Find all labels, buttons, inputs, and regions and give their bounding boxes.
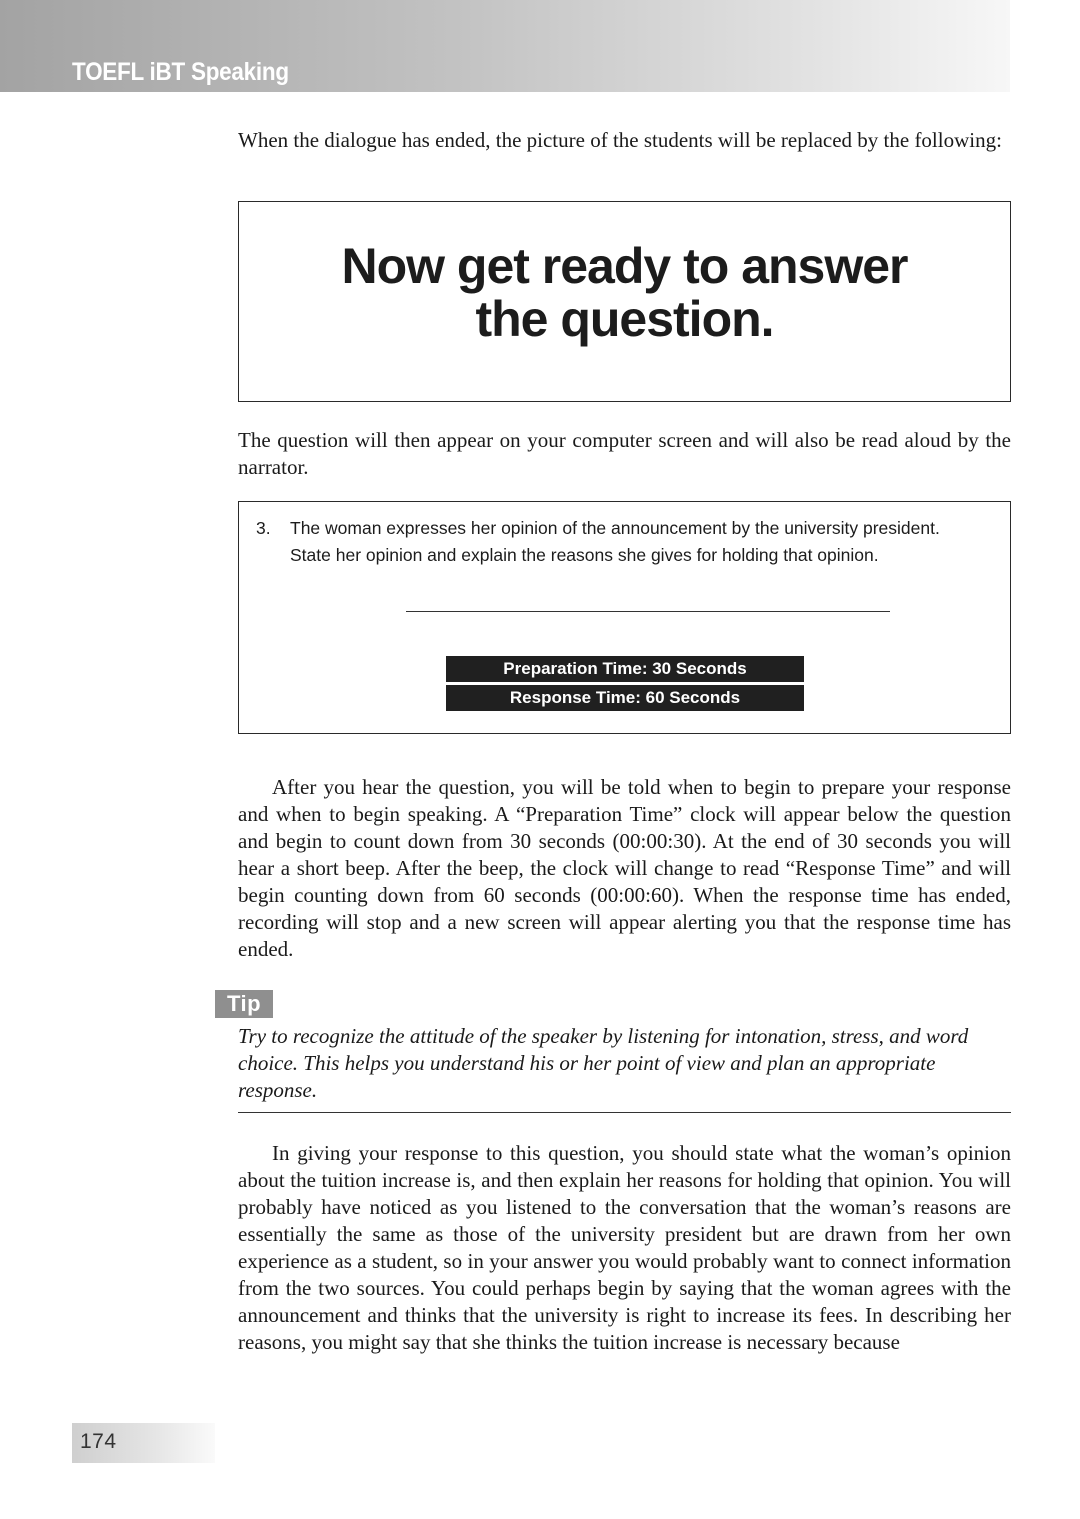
question-intro-paragraph: The question will then appear on your computer screen and will also be read aloud by the narrator. xyxy=(238,428,1011,479)
tip-divider xyxy=(238,1112,1011,1113)
ready-heading-line-1: Now get ready to answer xyxy=(341,238,908,294)
question-screen-box xyxy=(238,501,1011,734)
ready-heading xyxy=(239,240,1010,346)
question-divider xyxy=(406,611,890,612)
tip-text: Try to recognize the attitude of the speaker by listening for intonation, stress, and word choice. This helps you understand his or her point of view and plan an appropriate response. xyxy=(238,1024,969,1102)
question-text: The woman expresses her opinion of the announcement by the university president. State her opinion and explain the reasons she gives for holding that opinion. xyxy=(290,518,940,565)
response-paragraph: In giving your response to this question, you should state what the woman’s opinion about the tuition increase is, and then explain her reasons for holding that opinion. You will probably have noticed as you listened to the conversation that the woman’s reasons are essentially the same as those of the university president but are drawn from her own experience as a student, so in your answer you would probably want to connect information from the two sources. You could perhaps begin by saying that the woman agrees with the announcement and thinks that the university is right to increase its fees. In describing her reasons, you might say that she thinks the tuition increase is necessary because xyxy=(238,1141,1011,1354)
running-header-title: TOEFL iBT Speaking xyxy=(72,58,289,86)
tip-badge: Tip xyxy=(215,990,273,1018)
page-number: 174 xyxy=(80,1430,117,1453)
question-number: 3. xyxy=(256,518,271,538)
after-question-paragraph: After you hear the question, you will be told when to begin to prepare your response and when to begin speaking. A “Preparation Time” clock will appear below the question and begin to count down from 30 seconds (00:00:30). At the end of 30 seconds you will hear a short beep. After the beep, the clock will change to read “Response Time” and will begin counting down from 60 seconds (00:00:60). When the response time has ended, recording will stop and a new screen will appear alerting you that the response time has ended. xyxy=(238,775,1011,961)
ready-heading-line-2: the question. xyxy=(475,291,774,347)
preparation-time-bar: Preparation Time: 30 Seconds xyxy=(446,656,804,682)
ready-screen-box xyxy=(238,201,1011,402)
intro-paragraph: When the dialogue has ended, the picture of the students will be replaced by the following: xyxy=(238,128,1002,152)
header-band xyxy=(0,0,1010,92)
response-time-bar: Response Time: 60 Seconds xyxy=(446,685,804,711)
